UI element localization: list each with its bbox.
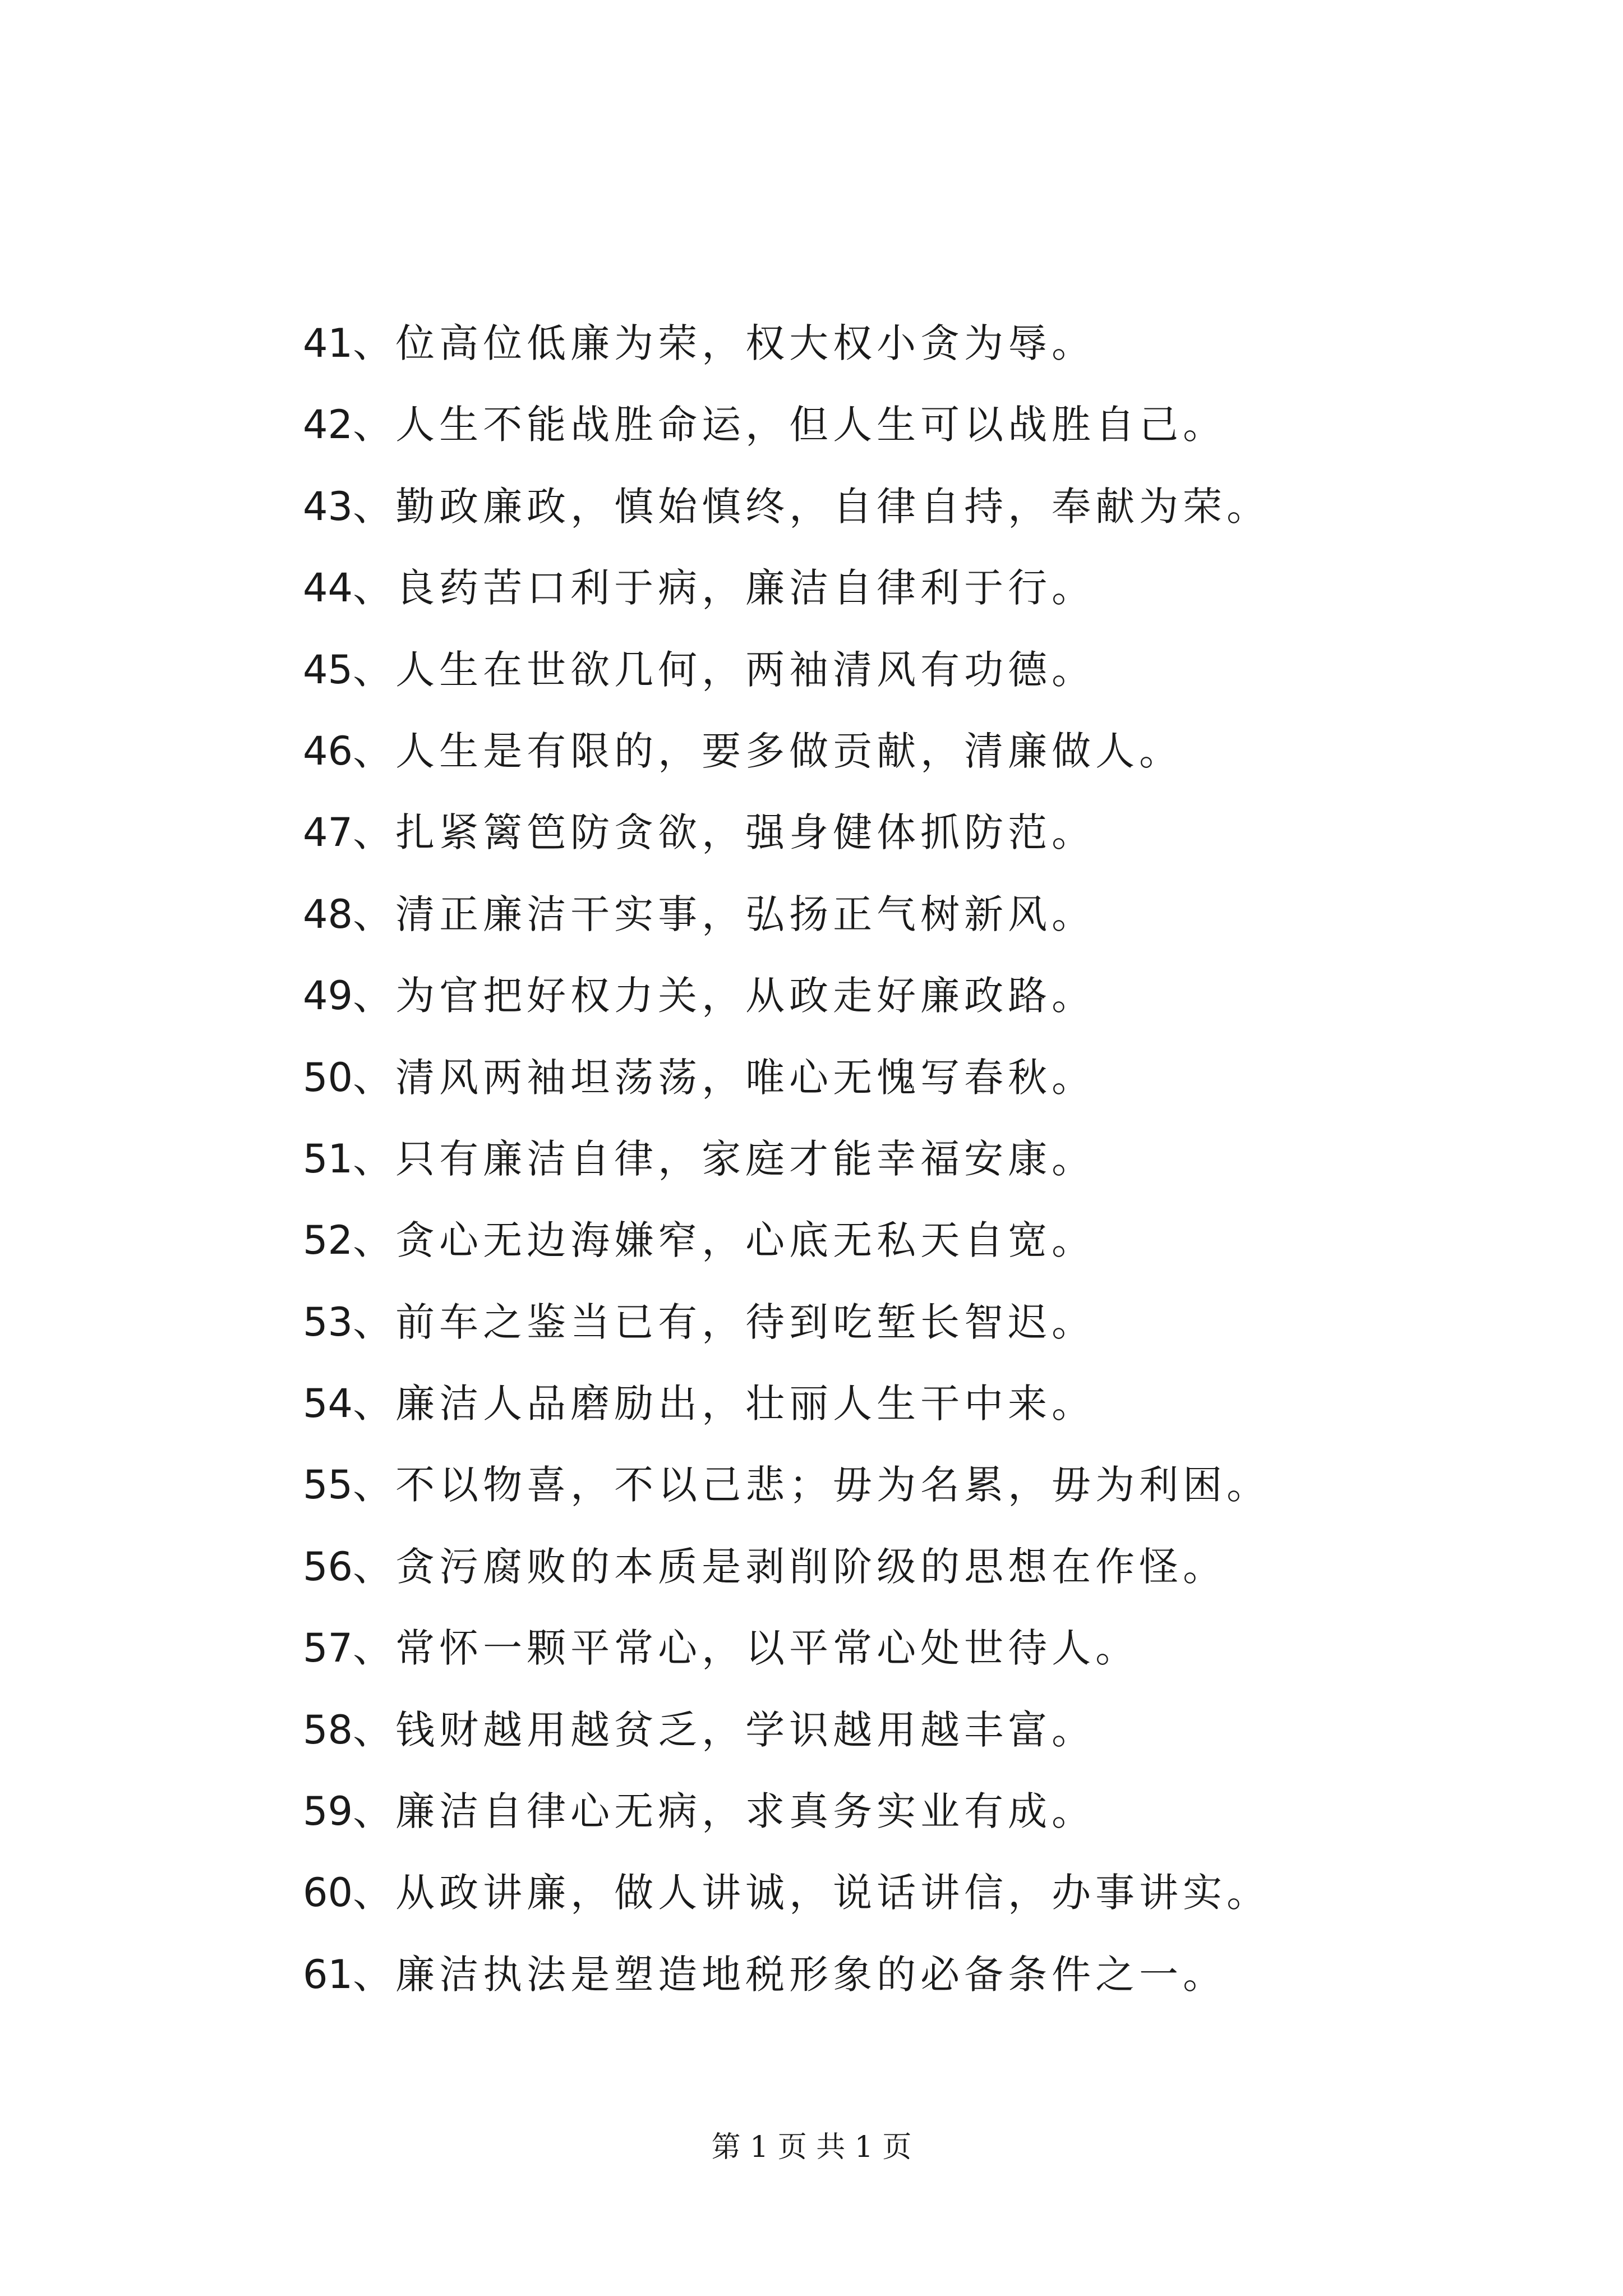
item-text: 从政讲廉，做人讲诚，说话讲信，办事讲实。 [395, 1870, 1271, 1916]
item-text: 廉洁执法是塑造地税形象的必备条件之一。 [395, 1951, 1227, 1998]
item-separator: 、 [353, 973, 396, 1019]
item-text: 廉洁自律心无病，求真务实业有成。 [395, 1788, 1096, 1835]
item-number: 57 [303, 1625, 353, 1672]
list-item [303, 1690, 1424, 1771]
item-number: 47 [303, 809, 353, 856]
list-item [303, 874, 1424, 955]
item-number: 41 [303, 320, 353, 366]
item-separator: 、 [353, 565, 396, 611]
item-separator: 、 [353, 646, 396, 693]
numbered-slogan-list [303, 303, 1424, 2016]
item-separator: 、 [353, 1543, 396, 1590]
item-separator: 、 [353, 1462, 396, 1508]
list-item [303, 303, 1424, 384]
item-separator: 、 [353, 1870, 396, 1916]
list-item [303, 1526, 1424, 1608]
list-item [303, 955, 1424, 1037]
item-number: 53 [303, 1299, 353, 1345]
list-item [303, 1852, 1424, 1934]
item-text: 人生是有限的，要多做贡献，清廉做人。 [395, 728, 1183, 774]
item-number: 61 [303, 1951, 353, 1998]
item-number: 46 [303, 728, 353, 774]
list-item [303, 1282, 1424, 1363]
item-number: 45 [303, 646, 353, 693]
list-item [303, 1363, 1424, 1444]
item-number: 42 [303, 402, 353, 448]
list-item [303, 466, 1424, 547]
item-separator: 、 [353, 1054, 396, 1101]
item-text: 位高位低廉为荣，权大权小贪为辱。 [395, 320, 1096, 366]
item-text: 扎紧篱笆防贪欲，强身健体抓防范。 [395, 809, 1096, 856]
item-number: 52 [303, 1217, 353, 1264]
item-text: 勤政廉政，慎始慎终，自律自持，奉献为荣。 [395, 483, 1271, 530]
item-text: 为官把好权力关，从政走好廉政路。 [395, 973, 1096, 1019]
item-text: 只有廉洁自律，家庭才能幸福安康。 [395, 1135, 1096, 1182]
item-text: 良药苦口利于病，廉洁自律利于行。 [395, 565, 1096, 611]
item-number: 51 [303, 1135, 353, 1182]
item-text: 人生不能战胜命运，但人生可以战胜自己。 [395, 402, 1227, 448]
item-number: 54 [303, 1381, 353, 1427]
list-item [303, 629, 1424, 711]
item-number: 43 [303, 483, 353, 530]
list-item [303, 1771, 1424, 1852]
item-text: 贪污腐败的本质是剥削阶级的思想在作怪。 [395, 1543, 1227, 1590]
list-item [303, 1200, 1424, 1281]
list-item [303, 711, 1424, 792]
item-text: 常怀一颗平常心，以平常心处世待人。 [395, 1625, 1140, 1672]
item-number: 59 [303, 1788, 353, 1835]
item-number: 60 [303, 1870, 353, 1916]
item-separator: 、 [353, 728, 396, 774]
item-text: 清风两袖坦荡荡，唯心无愧写春秋。 [395, 1054, 1096, 1101]
list-item [303, 1608, 1424, 1689]
list-item [303, 384, 1424, 466]
item-text: 廉洁人品磨励出，壮丽人生干中来。 [395, 1381, 1096, 1427]
item-number: 50 [303, 1054, 353, 1101]
item-number: 44 [303, 565, 353, 611]
item-text: 钱财越用越贫乏，学识越用越丰富。 [395, 1706, 1096, 1753]
list-item [303, 1444, 1424, 1526]
item-number: 55 [303, 1462, 353, 1508]
item-separator: 、 [353, 891, 396, 937]
list-item [303, 547, 1424, 629]
list-item [303, 1934, 1424, 2016]
item-number: 48 [303, 891, 353, 937]
list-item [303, 1037, 1424, 1119]
list-item [303, 1119, 1424, 1200]
item-text: 清正廉洁干实事，弘扬正气树新风。 [395, 891, 1096, 937]
page-footer: 第 1 页 共 1 页 [711, 2131, 912, 2164]
item-separator: 、 [353, 1951, 396, 1998]
item-separator: 、 [353, 402, 396, 448]
item-separator: 、 [353, 1299, 396, 1345]
item-separator: 、 [353, 1135, 396, 1182]
list-item [303, 792, 1424, 873]
item-separator: 、 [353, 1217, 396, 1264]
item-text: 前车之鉴当已有，待到吃堑长智迟。 [395, 1299, 1096, 1345]
item-text: 贪心无边海嫌窄，心底无私天自宽。 [395, 1217, 1096, 1264]
item-separator: 、 [353, 320, 396, 366]
item-number: 58 [303, 1706, 353, 1753]
item-separator: 、 [353, 1706, 396, 1753]
item-text: 人生在世欲几何，两袖清风有功德。 [395, 646, 1096, 693]
item-number: 56 [303, 1543, 353, 1590]
item-text: 不以物喜，不以己悲；毋为名累，毋为利困。 [395, 1462, 1271, 1508]
item-separator: 、 [353, 1625, 396, 1672]
item-separator: 、 [353, 483, 396, 530]
item-separator: 、 [353, 1381, 396, 1427]
item-number: 49 [303, 973, 353, 1019]
item-separator: 、 [353, 809, 396, 856]
item-separator: 、 [353, 1788, 396, 1835]
